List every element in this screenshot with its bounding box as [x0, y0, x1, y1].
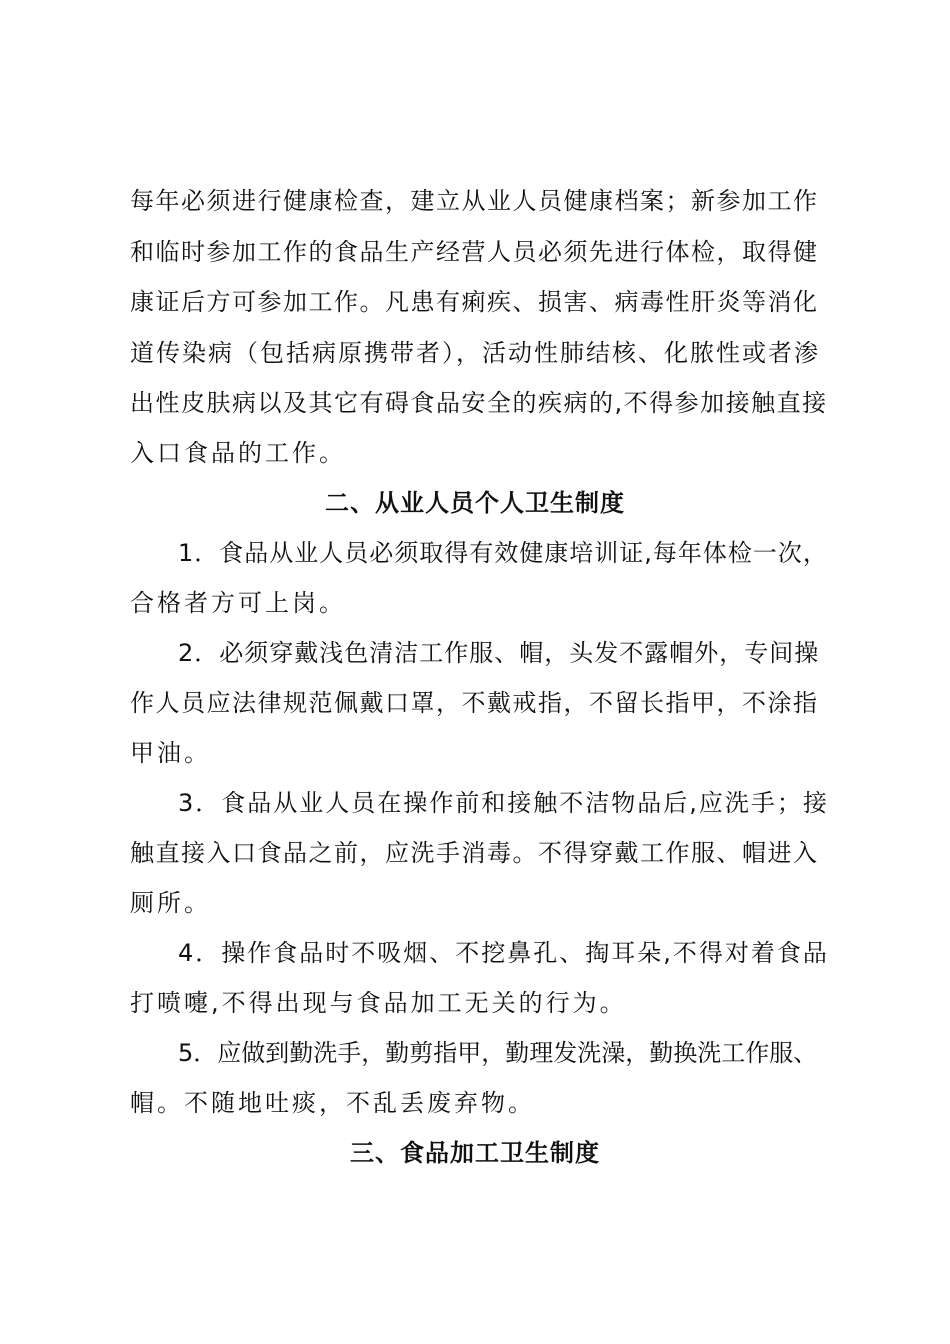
paragraph-line: 康证后方可参加工作。凡患有痢疾、损害、病毒性肝炎等消化: [130, 288, 819, 316]
list-item-line: 3．食品从业人员在操作前和接触不洁物品后,应洗手；接: [178, 789, 829, 817]
section-heading: 三、食品加工卫生制度: [350, 1139, 600, 1167]
list-item-line: 触直接入口食品之前，应洗手消毒。不得穿戴工作服、帽进入: [130, 839, 819, 867]
list-item-line: 作人员应法律规范佩戴口罩，不戴戒指，不留长指甲，不涂指: [130, 689, 819, 717]
section-heading: 二、从业人员个人卫生制度: [325, 489, 625, 517]
paragraph-line: 每年必须进行健康检查，建立从业人员健康档案；新参加工作: [130, 187, 819, 215]
list-item-line: 2．必须穿戴浅色清洁工作服、帽，头发不露帽外，专间操: [178, 639, 820, 667]
paragraph-line: 入口食品的工作。: [130, 439, 346, 467]
list-item-line: 厕所。: [130, 889, 211, 917]
paragraph-line: 出性皮肤病以及其它有碍食品安全的疾病的,不得参加接触直接: [130, 389, 828, 417]
list-item-line: 1．食品从业人员必须取得有效健康培训证,每年体检一次，: [178, 539, 828, 567]
list-item-line: 打喷嚏,不得出现与食品加工无关的行为。: [130, 989, 627, 1017]
paragraph-line: 和临时参加工作的食品生产经营人员必须先进行体检，取得健: [130, 238, 819, 266]
list-item-line: 甲油。: [130, 739, 211, 767]
list-item-line: 合格者方可上岗。: [130, 589, 346, 617]
list-item-line: 4．操作食品时不吸烟、不挖鼻孔、掏耳朵,不得对着食品: [178, 939, 829, 967]
list-item-line: 5．应做到勤洗手，勤剪指甲，勤理发洗澡，勤换洗工作服、: [178, 1039, 818, 1067]
list-item-line: 帽。不随地吐痰，不乱丢废弃物。: [130, 1089, 535, 1117]
paragraph-line: 道传染病（包括病原携带者），活动性肺结核、化脓性或者渗: [130, 339, 820, 367]
